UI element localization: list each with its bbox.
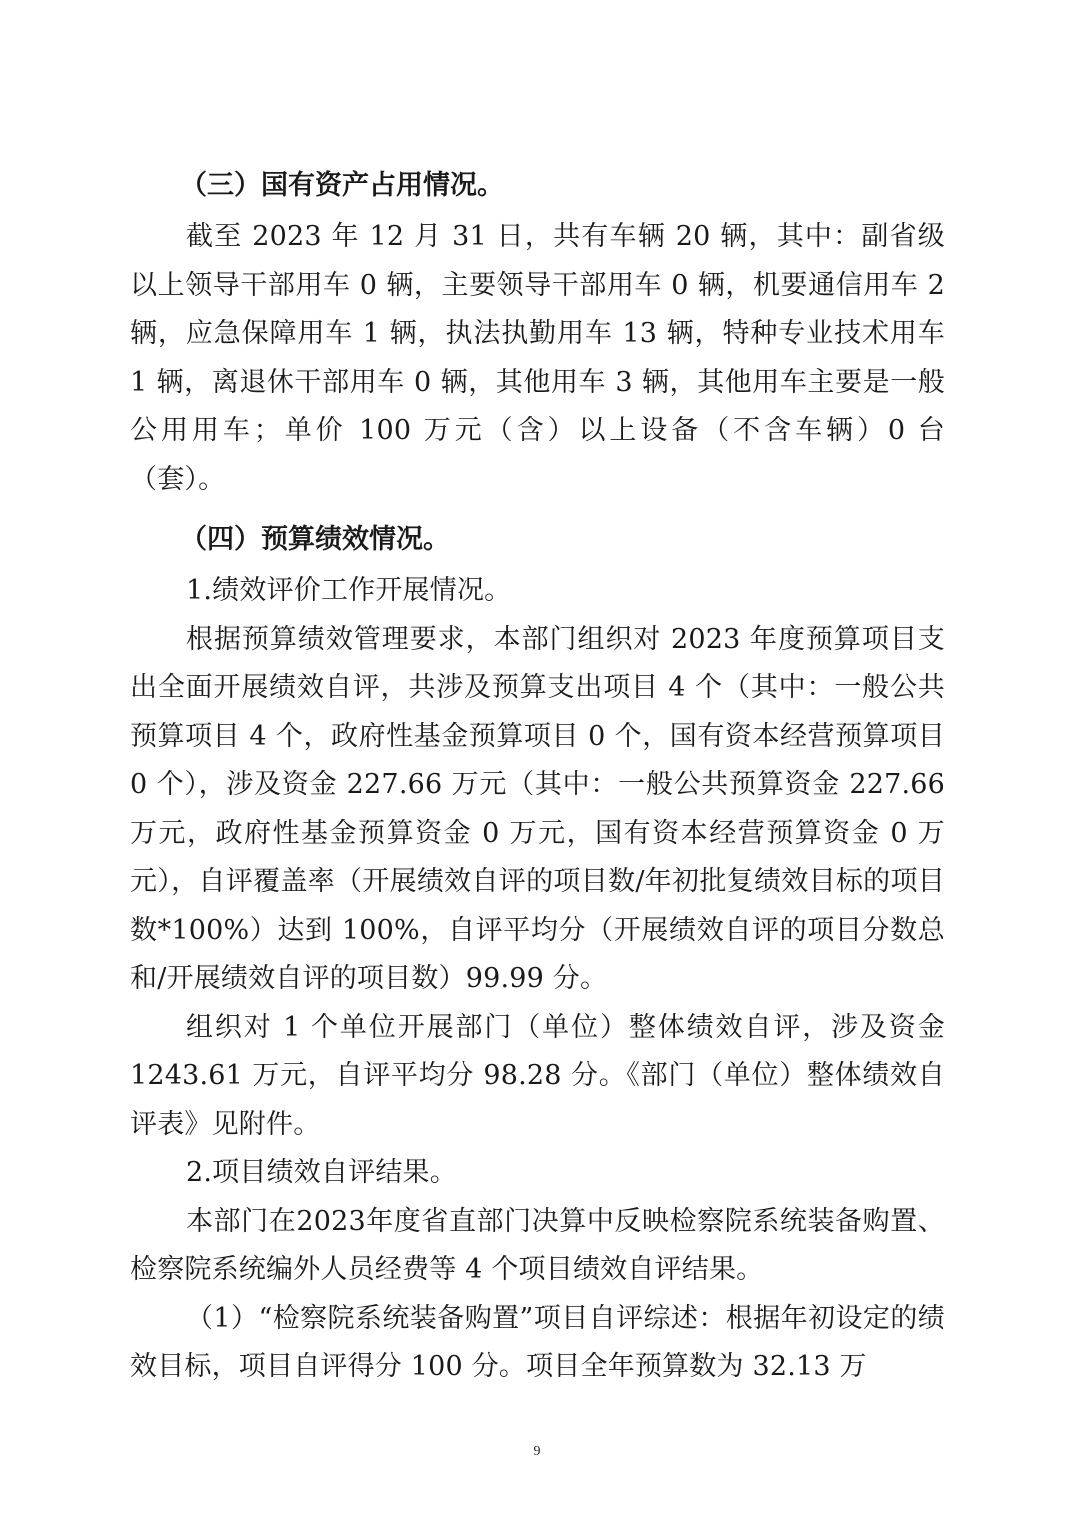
section-heading-budget-performance: （四）预算绩效情况。 xyxy=(180,524,450,555)
subsection-title-project-results: 2.项目绩效自评结果。 xyxy=(186,1157,457,1188)
subsection-title-evaluation-work: 1.绩效评价工作开展情况。 xyxy=(186,575,512,606)
page-number: 9 xyxy=(533,1444,541,1459)
section-heading-state-assets: （三）国有资产占用情况。 xyxy=(180,170,504,201)
paragraph-project-self-evaluation: 根据预算绩效管理要求，本部门组织对 2023 年度预算项目支出全面开展绩效自评，共涉及预算支出项目 4 个（其中：一般公共预算项目 4 个，政府性基金预算项目 0 个，国有资本经营预算项目 0 个），涉及资金 227.66 万元（其中：一般公共预算资金 227.66 万元，政府性基金预算资金 0 万元，国有资本经营预算资金 0 万元），自评覆盖率（开展绩效自评的项目数/年初批复绩效目标的项目数*100%）达到 100%，自评平均分（开展绩效自评的项目分数总和/开展绩效自评的项目数）99.99 分。 xyxy=(130,623,945,994)
page-content xyxy=(130,150,945,1392)
paragraph-project-results-intro: 本部门在2023年度省直部门决算中反映检察院系统装备购置、检察院系统编外人员经费等 4 个项目绩效自评结果。 xyxy=(130,1205,945,1285)
paragraph-equipment-project: （1）“检察院系统装备购置”项目自评综述：根据年初设定的绩效目标，项目自评得分 100 分。项目全年预算数为 32.13 万 xyxy=(130,1302,945,1382)
paragraph-unit-self-evaluation: 组织对 1 个单位开展部门（单位）整体绩效自评，涉及资金 1243.61 万元，自评平均分 98.28 分。《部门（单位）整体绩效自评表》见附件。 xyxy=(130,1011,945,1140)
paragraph-vehicles: 截至 2023 年 12 月 31 日，共有车辆 20 辆，其中：副省级以上领导干部用车 0 辆，主要领导干部用车 0 辆，机要通信用车 2 辆，应急保障用车 1 辆，执法执勤用车 13 辆，特种专业技术用车 1 辆，离退休干部用车 0 辆，其他用车 3 辆，其他用车主要是一般公用用车；单价 100 万元（含）以上设备（不含车辆）0 台（套）。 xyxy=(130,221,945,495)
